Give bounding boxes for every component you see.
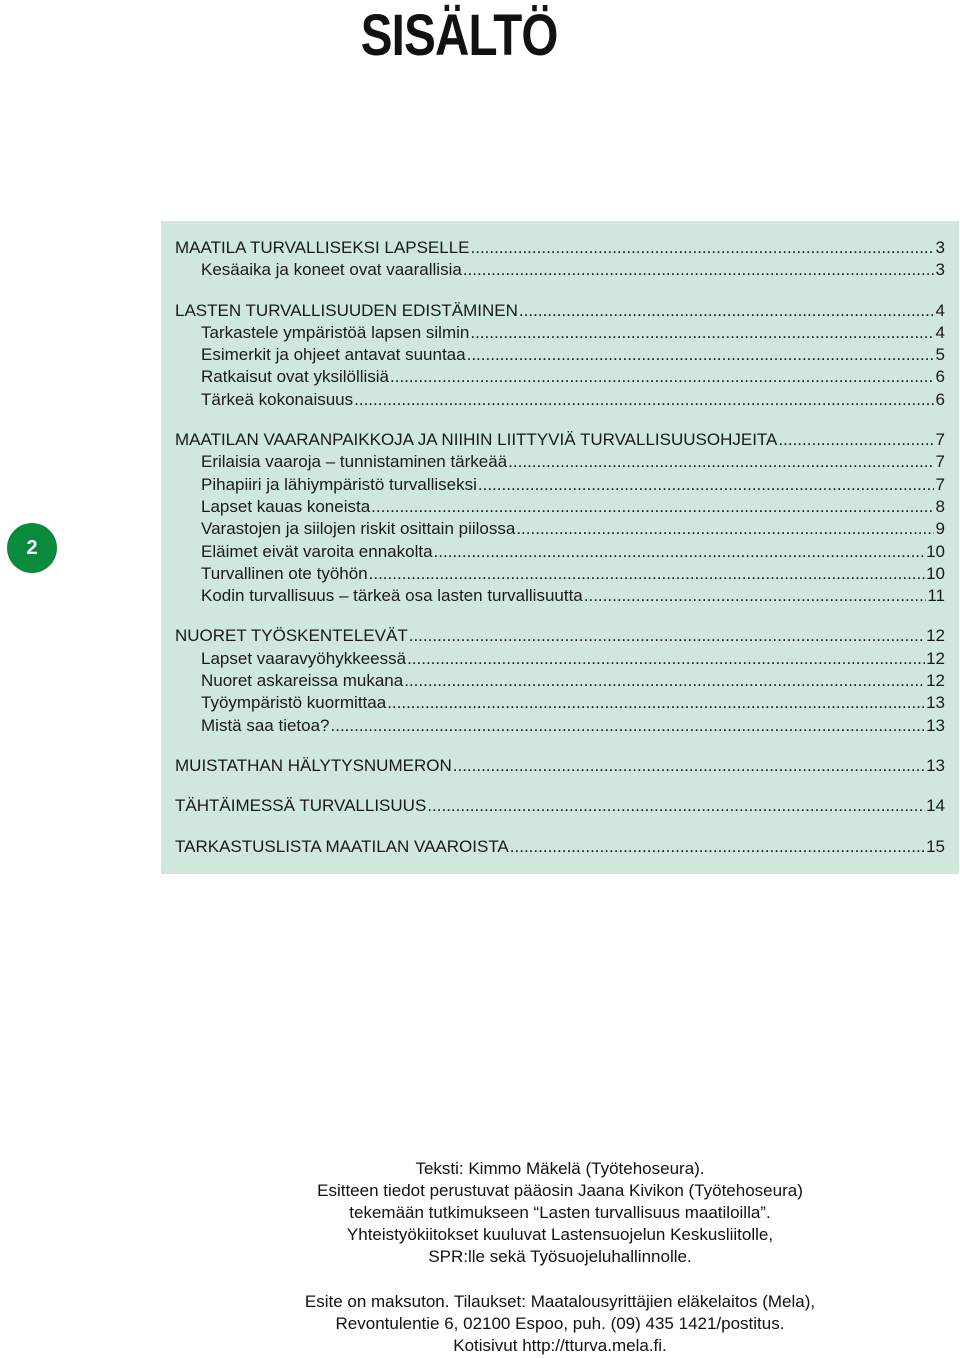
toc-item-label: Ratkaisut ovat yksilöllisiä [201,367,390,387]
dot-leader [427,795,925,817]
toc-item-label: Esimerkit ja ohjeet antavat suuntaa [201,345,466,365]
toc-page-number: 5 [935,345,945,365]
toc-heading-label: TÄHTÄIMESSÄ TURVALLISUUS [175,796,427,816]
dot-leader [778,429,934,451]
dot-leader [508,451,934,473]
toc-item[interactable] [175,715,945,737]
toc-heading-label: MAATILA TURVALLISEKSI LAPSELLE [175,238,470,257]
toc-page-number: 13 [926,693,945,713]
dot-leader [471,237,935,259]
page-number-badge: 2 [7,523,57,573]
toc-page-number: 10 [926,563,945,583]
credits-line: Esitteen tiedot perustuvat pääosin Jaana Kivikon (Työtehoseura) [317,1181,803,1200]
toc-item-label: Lapset vaaravyöhykkeessä [201,648,407,668]
toc-section [175,300,945,411]
toc-page-number: 8 [935,496,945,516]
toc-heading[interactable] [175,795,945,817]
toc-page-number: 13 [926,715,945,735]
toc-heading-label: MAATILAN VAARANPAIKKOJA JA NIIHIN LIITTYVIÄ TURVALLISUUSOHJEITA [175,430,778,450]
toc-item[interactable] [175,541,945,563]
toc-page-number: 11 [927,586,945,606]
toc-heading[interactable] [175,429,945,451]
toc-page-number: 13 [926,755,945,775]
dot-leader [390,366,934,388]
table-of-contents [161,221,959,874]
toc-heading-label: MUISTATHAN HÄLYTYSNUMERON [175,755,452,775]
toc-heading[interactable] [175,625,945,647]
toc-item[interactable] [175,344,945,366]
toc-item[interactable] [175,648,945,670]
toc-page-number: 14 [926,796,945,816]
toc-page-number: 3 [935,238,945,257]
toc-item-label: Tärkeä kokonaisuus [201,389,354,409]
toc-item[interactable] [175,563,945,585]
toc-heading-label: LASTEN TURVALLISUUDEN EDISTÄMINEN [175,300,518,320]
dot-leader [371,496,934,518]
toc-page-number: 7 [935,430,945,450]
ordering-info [0,1291,960,1357]
dot-leader [409,625,925,647]
toc-section [175,429,945,607]
toc-heading-label: NUORET TYÖSKENTELEVÄT [175,626,408,646]
dot-leader [434,541,926,563]
toc-item-label: Työympäristö kuormittaa [201,693,387,713]
dot-leader [404,670,925,692]
toc-item-label: Mistä saa tietoa? [201,715,330,735]
toc-section [175,237,945,282]
dot-leader [331,715,926,737]
toc-page-number: 7 [935,474,945,494]
credits-line: Yhteistyökiitokset kuuluvat Lastensuojelun Keskusliitolle, [346,1225,774,1244]
toc-item-label: Eläimet eivät varoita ennakolta [201,541,433,561]
dot-leader [369,563,925,585]
toc-section [175,795,945,817]
dot-leader [463,259,934,281]
toc-page-number: 15 [926,836,945,856]
toc-page-number: 10 [926,541,945,561]
toc-heading-label: TARKASTUSLISTA MAATILAN VAAROISTA [175,836,509,856]
dot-leader [478,474,934,496]
toc-page-number: 12 [926,626,945,646]
dot-leader [516,518,934,540]
dot-leader [470,322,934,344]
toc-item[interactable] [175,389,945,411]
ordering-line: Revontulentie 6, 02100 Espoo, puh. (09) 435 1421/postitus. [335,1314,785,1333]
toc-heading[interactable] [175,300,945,322]
toc-item[interactable] [175,496,945,518]
toc-item[interactable] [175,322,945,344]
toc-page-number: 3 [935,260,945,280]
toc-item[interactable] [175,518,945,540]
credits-line: tekemään tutkimukseen “Lasten turvallisuus maatiloilla”. [349,1203,771,1222]
toc-item-label: Nuoret askareissa mukana [201,671,404,691]
credits-block [0,1158,960,1268]
toc-item-label: Erilaisia vaaroja – tunnistaminen tärkeää [201,452,508,472]
toc-heading[interactable] [175,836,945,858]
toc-item[interactable] [175,585,945,607]
dot-leader [584,585,927,607]
dot-leader [453,755,925,777]
ordering-line: Esite on maksuton. Tilaukset: Maatalousyrittäjien eläkelaitos (Mela), [304,1292,816,1311]
dot-leader [467,344,934,366]
credits-line: SPR:lle sekä Työsuojeluhallinnolle. [428,1247,692,1266]
toc-section [175,836,945,858]
toc-item-label: Varastojen ja siilojen riskit osittain piilossa [201,519,516,539]
dot-leader [387,692,925,714]
toc-item[interactable] [175,474,945,496]
dot-leader [354,389,934,411]
dot-leader [519,300,934,322]
page-title: SISÄLTÖ [360,3,558,68]
toc-heading[interactable] [175,237,945,259]
ordering-line: Kotisivut http://tturva.mela.fi. [453,1336,667,1355]
toc-item[interactable] [175,259,945,281]
toc-page-number: 6 [935,389,945,409]
toc-page-number: 4 [935,300,945,320]
dot-leader [407,648,925,670]
toc-item-label: Lapset kauas koneista [201,496,371,516]
toc-item[interactable] [175,366,945,388]
toc-item[interactable] [175,451,945,473]
toc-item[interactable] [175,692,945,714]
toc-item-label: Pihapiiri ja lähiympäristö turvalliseksi [201,474,477,494]
toc-item-label: Tarkastele ympäristöä lapsen silmin [201,322,470,342]
toc-section [175,625,945,736]
toc-page-number: 9 [935,519,945,539]
toc-page-number: 7 [935,452,945,472]
toc-page-number: 6 [935,367,945,387]
toc-page-number: 12 [926,648,945,668]
credits-line: Teksti: Kimmo Mäkelä (Työtehoseura). [415,1159,705,1178]
toc-section [175,755,945,777]
toc-heading[interactable] [175,755,945,777]
toc-page-number: 4 [935,322,945,342]
dot-leader [510,836,925,858]
toc-item-label: Turvallinen ote työhön [201,563,368,583]
toc-item[interactable] [175,670,945,692]
toc-item-label: Kodin turvallisuus – tärkeä osa lasten turvallisuutta [201,586,583,606]
toc-page-number: 12 [926,671,945,691]
toc-item-label: Kesäaika ja koneet ovat vaarallisia [201,260,462,280]
